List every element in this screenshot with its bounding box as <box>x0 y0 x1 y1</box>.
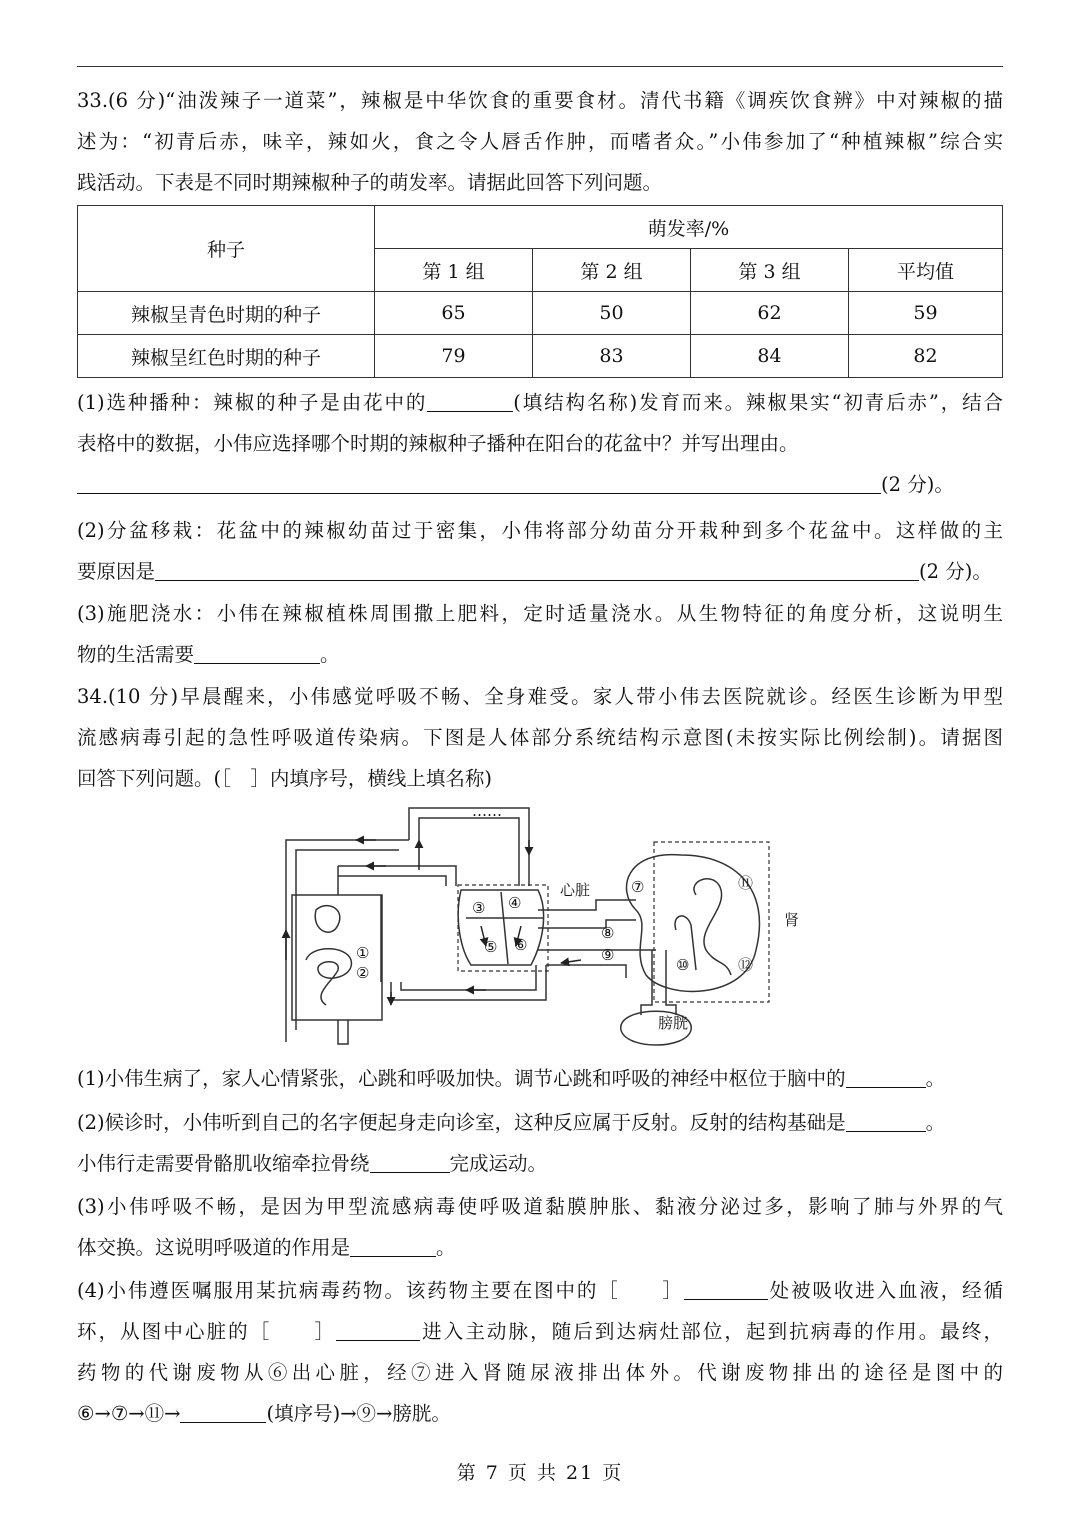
answer-blank[interactable] <box>846 1068 926 1089</box>
cell-value: 79 <box>375 335 533 378</box>
group-header: 第 1 组 <box>375 249 533 292</box>
q33-p1-text: 表格中的数据，小伟应选择哪个时期的辣椒种子播种在阳台的花盆中？并写出理由。 <box>77 432 799 455</box>
vessel <box>391 965 546 1000</box>
answer-blank[interactable] <box>846 1112 926 1133</box>
q34-p2-end: 。 <box>925 1111 946 1134</box>
vessel <box>546 965 626 978</box>
q34-p4-text: 处被吸收进入血液，经循 <box>767 1279 1003 1302</box>
label-3: ③ <box>472 899 486 917</box>
group-header: 第 2 组 <box>533 249 691 292</box>
table-row <box>78 335 1003 378</box>
vessel <box>338 876 446 886</box>
q33-p2-text: 要原因是 <box>77 560 156 583</box>
q34-intro-line: 回答下列问题。(［ ］内填序号，横线上填名称) <box>77 767 492 790</box>
q34-p2-text: 完成运动。 <box>449 1152 548 1175</box>
label-2: ② <box>356 964 370 982</box>
vessel <box>401 965 536 990</box>
q33-p1-text: (填结构名称)发育而来。辣椒果实“初青后赤”，结合 <box>513 391 1004 414</box>
cell-value: 84 <box>691 335 849 378</box>
cell-value: 50 <box>533 292 691 335</box>
heart-shape <box>458 890 543 965</box>
label-4: ④ <box>508 894 522 912</box>
germination-table <box>77 205 1003 378</box>
answer-blank[interactable] <box>336 1321 420 1342</box>
q33-part1 <box>77 382 1003 505</box>
q34-p4-text: (4)小伟遵医嘱服用某抗病毒药物。该药物主要在图中的［ ］ <box>77 1279 684 1302</box>
group-header: 平均值 <box>849 249 1003 292</box>
q34-intro-line: 流感病毒引起的急性呼吸道传染病。下图是人体部分系统结构示意图(未按实际比例绘制)。请据图 <box>77 726 1003 749</box>
label-5: ⑤ <box>484 938 498 956</box>
answer-blank[interactable] <box>684 1280 768 1301</box>
q34-p4-text: (填序号)→⑨→膀胱。 <box>266 1402 451 1425</box>
nephron-tubule <box>694 879 731 975</box>
q34-p4-text: ⑥→⑦→⑪→ <box>77 1402 181 1425</box>
answer-blank[interactable] <box>427 392 513 413</box>
intestine-shape <box>306 949 351 1005</box>
circulation-diagram <box>276 800 800 1050</box>
q33-p3-end: 。 <box>320 643 340 666</box>
q33-part2 <box>77 510 1003 592</box>
seed-header: 种子 <box>78 206 375 292</box>
q34-p1-end: 。 <box>925 1067 946 1090</box>
systemic-vessel <box>296 850 399 1030</box>
label-12: ⑫ <box>738 956 754 974</box>
answer-blank[interactable] <box>370 1153 450 1174</box>
row-label: 辣椒呈青色时期的种子 <box>78 292 375 335</box>
q34-part2 <box>77 1102 1003 1184</box>
upper-vessel <box>409 808 529 886</box>
q33-p3-text: 物的生活需要 <box>77 643 195 666</box>
q33-p2-text: (2)分盆移栽：花盆中的辣椒幼苗过于密集，小伟将部分幼苗分开栽种到多个花盆中。这样做的主 <box>77 519 1003 542</box>
q33-intro-line: 践活动。下表是不同时期辣椒种子的萌发率。请据此回答下列问题。 <box>77 171 663 194</box>
top-ellipsis: …… <box>472 802 502 820</box>
label-9: ⑨ <box>601 946 615 964</box>
cell-value: 82 <box>849 335 1003 378</box>
q34-p3-text: 体交换。这说明呼吸道的作用是 <box>77 1236 351 1259</box>
q34-p3-end: 。 <box>436 1236 456 1259</box>
q33-p1-score: (2 分)。 <box>881 473 954 496</box>
cell-value: 62 <box>691 292 849 335</box>
q34-part3 <box>77 1186 1003 1268</box>
q34-p2-text: (2)候诊时，小伟听到自己的名字便起身走向诊室，这种反应属于反射。反射的结构基础是 <box>77 1111 846 1134</box>
answer-blank[interactable] <box>350 1237 436 1258</box>
kidney-label: 肾 <box>784 911 800 929</box>
bladder-label: 膀胱 <box>658 1014 689 1032</box>
label-7: ⑦ <box>631 878 645 896</box>
group-header: 第 3 组 <box>691 249 849 292</box>
q34-p3-text: (3)小伟呼吸不畅，是因为甲型流感病毒使呼吸道黏膜肿胀、黏液分泌过多，影响了肺与外界的气 <box>77 1195 1003 1218</box>
q33-intro-line: 33.(6 分)“油泼辣子一道菜”，辣椒是中华饮食的重要食材。清代书籍《调疾饮食辨》中对辣椒的描 <box>77 89 1003 112</box>
q34-part1 <box>77 1058 1003 1099</box>
stomach-shape <box>315 906 340 933</box>
vessel <box>338 1020 348 1044</box>
row-label: 辣椒呈红色时期的种子 <box>78 335 375 378</box>
answer-blank[interactable] <box>155 561 919 582</box>
label-8: ⑧ <box>601 924 615 942</box>
q33-p2-score: (2 分)。 <box>919 560 992 583</box>
answer-blank[interactable] <box>77 474 881 495</box>
q34-part4 <box>77 1270 1003 1434</box>
kidney-box <box>654 842 769 1002</box>
answer-blank[interactable] <box>194 644 320 665</box>
label-6: ⑥ <box>514 936 528 954</box>
q33-intro-line: 述为：“初青后赤，味辛，辣如火，食之令人唇舌作肿，而嗜者众。”小伟参加了“种植辣椒”综合实 <box>77 130 1003 153</box>
q34-p4-text: 环，从图中心脏的［ ］ <box>77 1320 337 1343</box>
q34-p4-text: 进入主动脉，随后到达病灶部位，起到抗病毒的作用。最终， <box>420 1320 1003 1343</box>
cell-value: 59 <box>849 292 1003 335</box>
renal-artery <box>538 920 636 928</box>
q33-p1-text: (1)选种播种：辣椒的种子是由花中的 <box>77 391 428 414</box>
systemic-vessel <box>286 840 409 1042</box>
q33-part3 <box>77 593 1003 675</box>
cell-value: 83 <box>533 335 691 378</box>
q34-intro <box>77 676 1003 799</box>
q33-intro <box>77 80 1003 203</box>
page-footer: 第 7 页 共 21 页 <box>456 1462 624 1484</box>
q34-p1-text: (1)小伟生病了，家人心情紧张，心跳和呼吸加快。调节心跳和呼吸的神经中枢位于脑中的 <box>77 1067 846 1090</box>
q34-intro-line: 34.(10 分)早晨醒来，小伟感觉呼吸不畅、全身难受。家人带小伟去医院就诊。经医生诊断为甲型 <box>77 685 1003 708</box>
q34-p4-text: 药物的代谢废物从⑥出心脏，经⑦进入肾随尿液排出体外。代谢废物排出的途径是图中的 <box>77 1361 1003 1384</box>
top-rule <box>77 66 1003 67</box>
cell-value: 65 <box>375 292 533 335</box>
q34-p2-text: 小伟行走需要骨骼肌收缩牵拉骨绕 <box>77 1152 370 1175</box>
rate-header: 萌发率/% <box>375 206 1003 249</box>
label-11: ⑪ <box>738 874 754 892</box>
label-1: ① <box>356 944 370 962</box>
q33-p3-text: (3)施肥浇水：小伟在辣椒植株周围撒上肥料，定时适量浇水。从生物特征的角度分析，这说明生 <box>77 602 1003 625</box>
label-10: ⑩ <box>676 956 690 974</box>
renal-artery <box>538 900 636 910</box>
answer-blank[interactable] <box>180 1403 266 1424</box>
table-row <box>78 292 1003 335</box>
heart-label: 心脏 <box>560 881 591 899</box>
